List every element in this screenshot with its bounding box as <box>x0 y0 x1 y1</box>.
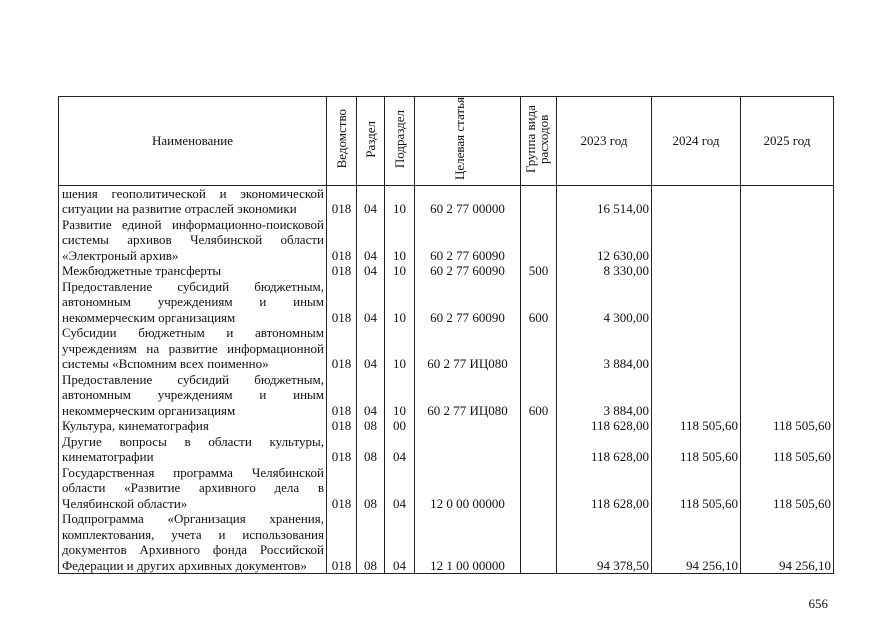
table-header-row <box>59 97 834 186</box>
header-vedomstvo: Ведомство <box>327 97 357 186</box>
row-podrazdel: 10 <box>385 185 415 217</box>
row-2023: 118 628,00 <box>557 465 652 512</box>
row-celevaya-statya: 60 2 77 ИЦ080 <box>415 372 521 419</box>
row-2024: 118 505,60 <box>652 465 741 512</box>
row-2025 <box>741 279 834 326</box>
row-celevaya-statya: 12 1 00 00000 <box>415 511 521 574</box>
row-celevaya-statya <box>415 418 521 434</box>
header-name: Наименование <box>59 97 327 186</box>
row-2024 <box>652 185 741 217</box>
row-2024 <box>652 372 741 419</box>
row-2024 <box>652 217 741 264</box>
row-name: Развитие единой информационно-поисковой системы архивов Челябинской области «Электроный архив» <box>59 217 327 264</box>
row-name: шения геополитической и экономической ситуации на развитие отраслей экономики <box>59 185 327 217</box>
row-podrazdel: 10 <box>385 279 415 326</box>
row-name: Государственная программа Челябинской области «Развитие архивного дела в Челябинской области» <box>59 465 327 512</box>
row-2024 <box>652 279 741 326</box>
row-celevaya-statya: 60 2 77 ИЦ080 <box>415 325 521 372</box>
row-vedomstvo: 018 <box>327 217 357 264</box>
row-name: Другие вопросы в области культуры, кинематографии <box>59 434 327 465</box>
row-2023: 118 628,00 <box>557 418 652 434</box>
page-number: 656 <box>808 596 828 611</box>
row-2023: 3 884,00 <box>557 372 652 419</box>
row-razdel: 08 <box>357 434 385 465</box>
row-razdel: 04 <box>357 372 385 419</box>
row-vedomstvo: 018 <box>327 185 357 217</box>
row-gruppa <box>521 434 557 465</box>
row-podrazdel: 04 <box>385 511 415 574</box>
row-razdel: 08 <box>357 418 385 434</box>
row-name: Межбюджетные трансферты <box>59 263 327 279</box>
row-2023: 118 628,00 <box>557 434 652 465</box>
row-razdel: 04 <box>357 263 385 279</box>
row-celevaya-statya: 60 2 77 00000 <box>415 185 521 217</box>
row-vedomstvo: 018 <box>327 372 357 419</box>
table-row <box>59 325 834 372</box>
row-2023: 16 514,00 <box>557 185 652 217</box>
row-razdel: 04 <box>357 217 385 264</box>
row-2024: 118 505,60 <box>652 418 741 434</box>
row-2025: 118 505,60 <box>741 465 834 512</box>
row-2024 <box>652 325 741 372</box>
row-2024: 94 256,10 <box>652 511 741 574</box>
row-razdel: 04 <box>357 185 385 217</box>
row-vedomstvo: 018 <box>327 263 357 279</box>
row-2025: 118 505,60 <box>741 418 834 434</box>
row-2025 <box>741 185 834 217</box>
budget-table <box>58 96 834 574</box>
row-podrazdel: 10 <box>385 263 415 279</box>
row-vedomstvo: 018 <box>327 325 357 372</box>
header-podrazdel: Подраздел <box>385 97 415 186</box>
row-2023: 8 330,00 <box>557 263 652 279</box>
row-name: Подпрограмма «Организация хранения, комплектования, учета и использования документов Архивного фонда Российской Федерации и других архивных документов» <box>59 511 327 574</box>
header-2024: 2024 год <box>652 97 741 186</box>
row-razdel: 04 <box>357 279 385 326</box>
row-gruppa <box>521 325 557 372</box>
row-name: Предоставление субсидий бюджетным, автономным учреждениям и иным некоммерческим организациям <box>59 279 327 326</box>
table-row <box>59 279 834 326</box>
table-row <box>59 418 834 434</box>
row-2025 <box>741 325 834 372</box>
row-name: Культура, кинематография <box>59 418 327 434</box>
table-row <box>59 511 834 574</box>
row-celevaya-statya: 12 0 00 00000 <box>415 465 521 512</box>
row-vedomstvo: 018 <box>327 511 357 574</box>
row-name: Предоставление субсидий бюджетным, автономным учреждениям и иным некоммерческим организациям <box>59 372 327 419</box>
row-vedomstvo: 018 <box>327 465 357 512</box>
row-2025 <box>741 217 834 264</box>
row-2025 <box>741 372 834 419</box>
row-gruppa <box>521 418 557 434</box>
row-2025: 118 505,60 <box>741 434 834 465</box>
table-row <box>59 217 834 264</box>
row-celevaya-statya: 60 2 77 60090 <box>415 217 521 264</box>
row-podrazdel: 10 <box>385 217 415 264</box>
row-gruppa: 500 <box>521 263 557 279</box>
row-name: Субсидии бюджетным и автономным учреждениям на развитие информационной системы «Вспомним всех поименно» <box>59 325 327 372</box>
table-row <box>59 185 834 217</box>
row-gruppa <box>521 511 557 574</box>
row-gruppa <box>521 465 557 512</box>
row-2024: 118 505,60 <box>652 434 741 465</box>
row-gruppa: 600 <box>521 372 557 419</box>
table-row <box>59 465 834 512</box>
row-2025 <box>741 263 834 279</box>
row-razdel: 08 <box>357 465 385 512</box>
row-razdel: 04 <box>357 325 385 372</box>
row-vedomstvo: 018 <box>327 418 357 434</box>
header-gruppa-vida-rashodov: Группа вида расходов <box>521 97 557 186</box>
row-celevaya-statya: 60 2 77 60090 <box>415 279 521 326</box>
row-razdel: 08 <box>357 511 385 574</box>
row-vedomstvo: 018 <box>327 434 357 465</box>
header-2023: 2023 год <box>557 97 652 186</box>
header-2025: 2025 год <box>741 97 834 186</box>
row-podrazdel: 04 <box>385 434 415 465</box>
table-row <box>59 263 834 279</box>
row-podrazdel: 04 <box>385 465 415 512</box>
row-celevaya-statya <box>415 434 521 465</box>
row-podrazdel: 10 <box>385 325 415 372</box>
header-razdel: Раздел <box>357 97 385 186</box>
row-2023: 3 884,00 <box>557 325 652 372</box>
row-podrazdel: 00 <box>385 418 415 434</box>
row-2023: 4 300,00 <box>557 279 652 326</box>
header-celevaya-statya: Целевая статья <box>415 97 521 186</box>
row-gruppa <box>521 185 557 217</box>
row-podrazdel: 10 <box>385 372 415 419</box>
row-2023: 94 378,50 <box>557 511 652 574</box>
table-row <box>59 434 834 465</box>
row-2024 <box>652 263 741 279</box>
row-gruppa <box>521 217 557 264</box>
row-vedomstvo: 018 <box>327 279 357 326</box>
row-celevaya-statya: 60 2 77 60090 <box>415 263 521 279</box>
row-2025: 94 256,10 <box>741 511 834 574</box>
row-gruppa: 600 <box>521 279 557 326</box>
row-2023: 12 630,00 <box>557 217 652 264</box>
table-row <box>59 372 834 419</box>
